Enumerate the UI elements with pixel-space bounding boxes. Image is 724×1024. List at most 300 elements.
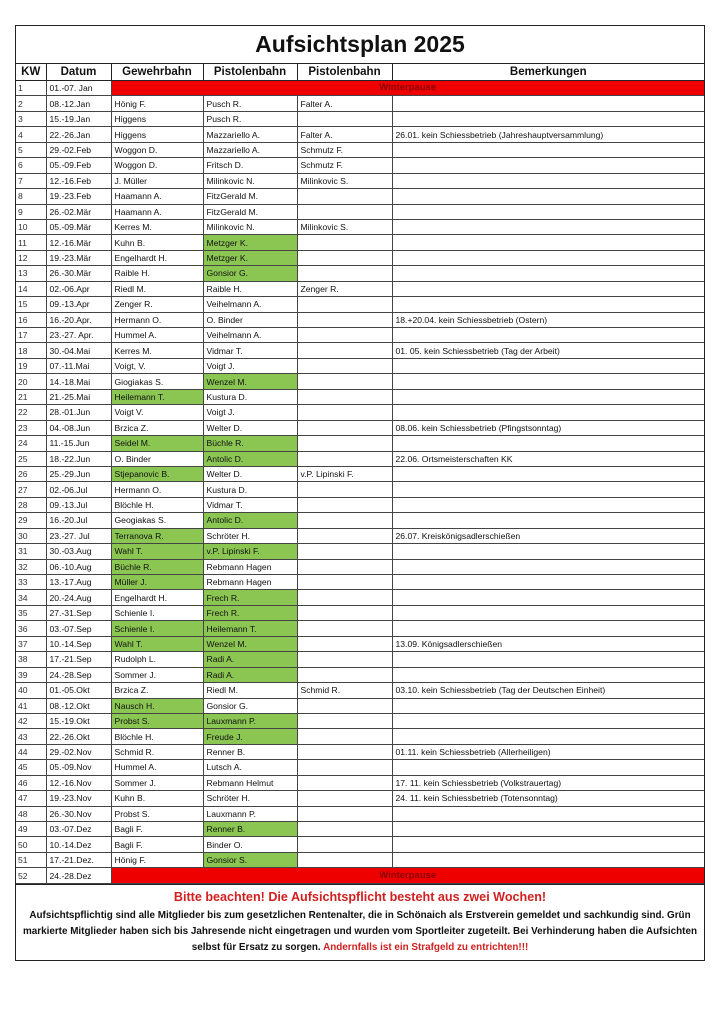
remarks-cell — [392, 497, 704, 512]
table-row — [16, 791, 704, 806]
gewehrbahn-cell: Kerres M. — [111, 219, 203, 234]
pistolenbahn-2-cell — [297, 374, 392, 389]
pistolenbahn-2-cell — [297, 343, 392, 358]
pistolenbahn-2-cell — [297, 235, 392, 250]
date-cell: 12.-16.Mär — [46, 235, 111, 250]
remarks-cell: 24. 11. kein Schiessbetrieb (Totensonntag) — [392, 791, 704, 806]
remarks-cell — [392, 544, 704, 559]
schedule-sheet — [15, 25, 705, 961]
gewehrbahn-cell: Hummel A. — [111, 760, 203, 775]
pistolenbahn-1-cell: Binder O. — [203, 837, 297, 852]
pistolenbahn-2-cell — [297, 513, 392, 528]
week-cell: 35 — [16, 605, 46, 620]
table-row — [16, 497, 704, 512]
table-row — [16, 729, 704, 744]
pistolenbahn-1-cell: FitzGerald M. — [203, 204, 297, 219]
remarks-cell — [392, 405, 704, 420]
date-cell: 06.-10.Aug — [46, 559, 111, 574]
date-cell: 15.-19.Jan — [46, 111, 111, 126]
table-row — [16, 189, 704, 204]
table-row — [16, 528, 704, 543]
header-row — [16, 64, 704, 81]
info-body: Aufsichtspflichtig sind alle Mitglieder bis zum gesetzlichen Rentenalter, die in Schönaich als Erstverein gemeldet und sachkundig sind. Grün markierte Mitglieder haben sich bis Jahresende nicht eingetragen und wurden vom Sportleiter zugeteilt. Bei Verhinderung haben die Aufsichten selbst für Ersatz zu sorgen. — [22, 909, 697, 953]
pistolenbahn-2-cell: Milinkovic S. — [297, 173, 392, 188]
pistolenbahn-1-cell: Renner B. — [203, 822, 297, 837]
week-cell: 30 — [16, 528, 46, 543]
week-cell: 46 — [16, 775, 46, 790]
date-cell: 19.-23.Mär — [46, 250, 111, 265]
remarks-cell — [392, 605, 704, 620]
gewehrbahn-cell: Hermann O. — [111, 482, 203, 497]
gewehrbahn-cell: Sommer J. — [111, 667, 203, 682]
week-cell: 24 — [16, 436, 46, 451]
pistolenbahn-1-cell: Lauxmann P. — [203, 806, 297, 821]
date-cell: 13.-17.Aug — [46, 575, 111, 590]
pistolenbahn-1-cell: Veihelmann A. — [203, 297, 297, 312]
table-row — [16, 436, 704, 451]
pistolenbahn-2-cell — [297, 852, 392, 867]
remarks-cell: 18.+20.04. kein Schiessbetrieb (Ostern) — [392, 312, 704, 327]
pistolenbahn-2-cell — [297, 482, 392, 497]
pistolenbahn-2-cell — [297, 652, 392, 667]
pistolenbahn-1-cell: Wenzel M. — [203, 636, 297, 651]
gewehrbahn-cell: Müller J. — [111, 575, 203, 590]
week-cell: 41 — [16, 698, 46, 713]
table-row — [16, 652, 704, 667]
pistolenbahn-2-cell — [297, 436, 392, 451]
week-cell: 6 — [16, 158, 46, 173]
week-cell: 28 — [16, 497, 46, 512]
date-cell: 01.-05.Okt — [46, 683, 111, 698]
gewehrbahn-cell: Nausch H. — [111, 698, 203, 713]
info-text — [20, 908, 700, 956]
pistolenbahn-1-cell: Frech R. — [203, 605, 297, 620]
week-cell: 7 — [16, 173, 46, 188]
date-cell: 09.-13.Apr — [46, 297, 111, 312]
remarks-cell: 01.11. kein Schiessbetrieb (Allerheiligen) — [392, 744, 704, 759]
remarks-cell — [392, 297, 704, 312]
week-cell: 50 — [16, 837, 46, 852]
schedule-body — [16, 81, 704, 884]
pistolenbahn-2-cell — [297, 806, 392, 821]
gewehrbahn-cell: Voigt, V. — [111, 358, 203, 373]
pistolenbahn-1-cell: Mazzariello A. — [203, 142, 297, 157]
pistolenbahn-1-cell: Rebmann Hagen — [203, 575, 297, 590]
week-cell: 48 — [16, 806, 46, 821]
table-row — [16, 158, 704, 173]
pistolenbahn-1-cell: Lauxmann P. — [203, 713, 297, 728]
pistolenbahn-1-cell: Radi A. — [203, 667, 297, 682]
pistolenbahn-1-cell: Kustura D. — [203, 389, 297, 404]
remarks-cell — [392, 466, 704, 481]
table-row — [16, 266, 704, 281]
week-cell: 16 — [16, 312, 46, 327]
gewehrbahn-cell: Geogiakas S. — [111, 513, 203, 528]
week-cell: 21 — [16, 389, 46, 404]
winterpause-cell: Winterpause — [111, 868, 704, 883]
pistolenbahn-1-cell: Raible H. — [203, 281, 297, 296]
week-cell: 34 — [16, 590, 46, 605]
week-cell: 44 — [16, 744, 46, 759]
table-row — [16, 297, 704, 312]
pistolenbahn-1-cell: Heilemann T. — [203, 621, 297, 636]
date-cell: 19.-23.Feb — [46, 189, 111, 204]
date-cell: 05.-09.Nov — [46, 760, 111, 775]
table-row — [16, 328, 704, 343]
date-cell: 17.-21.Dez. — [46, 852, 111, 867]
week-cell: 51 — [16, 852, 46, 867]
week-cell: 52 — [16, 868, 46, 883]
week-cell: 36 — [16, 621, 46, 636]
gewehrbahn-cell: Zenger R. — [111, 297, 203, 312]
remarks-cell — [392, 760, 704, 775]
pistolenbahn-2-cell — [297, 621, 392, 636]
table-row — [16, 466, 704, 481]
date-cell: 22.-26.Jan — [46, 127, 111, 142]
gewehrbahn-cell: Hönig F. — [111, 96, 203, 111]
table-row — [16, 590, 704, 605]
gewehrbahn-cell: Sommer J. — [111, 775, 203, 790]
gewehrbahn-cell: Woggon D. — [111, 158, 203, 173]
remarks-cell — [392, 621, 704, 636]
pistolenbahn-2-cell: v.P. Lipinski F. — [297, 466, 392, 481]
date-cell: 07.-11.Mai — [46, 358, 111, 373]
pistolenbahn-2-cell: Schmutz F. — [297, 142, 392, 157]
week-cell: 18 — [16, 343, 46, 358]
gewehrbahn-cell: Riedl M. — [111, 281, 203, 296]
table-row — [16, 127, 704, 142]
table-row — [16, 420, 704, 435]
date-cell: 05.-09.Mär — [46, 219, 111, 234]
week-cell: 4 — [16, 127, 46, 142]
remarks-cell — [392, 389, 704, 404]
remarks-cell — [392, 652, 704, 667]
warning-text: Andernfalls ist ein Strafgeld zu entrichten!!! — [323, 941, 529, 953]
pistolenbahn-1-cell: Veihelmann A. — [203, 328, 297, 343]
pistolenbahn-1-cell: Welter D. — [203, 420, 297, 435]
gewehrbahn-cell: J. Müller — [111, 173, 203, 188]
week-cell: 32 — [16, 559, 46, 574]
date-cell: 29.-02.Nov — [46, 744, 111, 759]
pistolenbahn-2-cell — [297, 420, 392, 435]
pistolenbahn-2-cell — [297, 497, 392, 512]
pistolenbahn-2-cell — [297, 575, 392, 590]
date-cell: 02.-06.Apr — [46, 281, 111, 296]
pistolenbahn-2-cell — [297, 667, 392, 682]
remarks-cell — [392, 852, 704, 867]
pistolenbahn-2-cell — [297, 744, 392, 759]
gewehrbahn-cell: Woggon D. — [111, 142, 203, 157]
remarks-cell — [392, 667, 704, 682]
date-cell: 10.-14.Sep — [46, 636, 111, 651]
week-cell: 23 — [16, 420, 46, 435]
gewehrbahn-cell: Kuhn B. — [111, 235, 203, 250]
table-row — [16, 575, 704, 590]
table-row — [16, 713, 704, 728]
week-cell: 37 — [16, 636, 46, 651]
remarks-cell: 26.01. kein Schiessbetrieb (Jahreshauptversammlung) — [392, 127, 704, 142]
pistolenbahn-2-cell: Falter A. — [297, 127, 392, 142]
table-row — [16, 173, 704, 188]
pistolenbahn-2-cell — [297, 544, 392, 559]
date-cell: 12.-16.Feb — [46, 173, 111, 188]
column-header-gewehrbahn: Gewehrbahn — [111, 64, 203, 81]
remarks-cell — [392, 374, 704, 389]
pistolenbahn-2-cell — [297, 250, 392, 265]
week-cell: 5 — [16, 142, 46, 157]
remarks-cell — [392, 173, 704, 188]
gewehrbahn-cell: Haamann A. — [111, 204, 203, 219]
table-row — [16, 698, 704, 713]
date-cell: 25.-29.Jun — [46, 466, 111, 481]
date-cell: 08.-12.Okt — [46, 698, 111, 713]
remarks-cell — [392, 142, 704, 157]
week-cell: 42 — [16, 713, 46, 728]
pistolenbahn-2-cell: Zenger R. — [297, 281, 392, 296]
gewehrbahn-cell: Hönig F. — [111, 852, 203, 867]
table-row — [16, 358, 704, 373]
pistolenbahn-1-cell: Metzger K. — [203, 235, 297, 250]
week-cell: 8 — [16, 189, 46, 204]
pistolenbahn-1-cell: Schröter H. — [203, 528, 297, 543]
column-header-bemerkungen: Bemerkungen — [392, 64, 704, 81]
gewehrbahn-cell: Hermann O. — [111, 312, 203, 327]
table-row — [16, 250, 704, 265]
remarks-cell — [392, 575, 704, 590]
date-cell: 18.-22.Jun — [46, 451, 111, 466]
week-cell: 43 — [16, 729, 46, 744]
date-cell: 23.-27. Jul — [46, 528, 111, 543]
pistolenbahn-2-cell — [297, 328, 392, 343]
table-row — [16, 235, 704, 250]
pistolenbahn-1-cell: O. Binder — [203, 312, 297, 327]
table-row — [16, 451, 704, 466]
date-cell: 16.-20.Jul — [46, 513, 111, 528]
pistolenbahn-1-cell: Riedl M. — [203, 683, 297, 698]
week-cell: 11 — [16, 235, 46, 250]
remarks-cell — [392, 328, 704, 343]
table-row — [16, 482, 704, 497]
date-cell: 05.-09.Feb — [46, 158, 111, 173]
table-row — [16, 389, 704, 404]
remarks-cell — [392, 235, 704, 250]
schedule-table — [16, 64, 704, 884]
gewehrbahn-cell: Higgens — [111, 111, 203, 126]
pistolenbahn-1-cell: Vidmar T. — [203, 343, 297, 358]
date-cell: 26.-30.Nov — [46, 806, 111, 821]
date-cell: 27.-31.Sep — [46, 605, 111, 620]
pistolenbahn-1-cell: Büchle R. — [203, 436, 297, 451]
week-cell: 10 — [16, 219, 46, 234]
remarks-cell: 13.09. Königsadlerschießen — [392, 636, 704, 651]
remarks-cell — [392, 837, 704, 852]
pistolenbahn-2-cell — [297, 791, 392, 806]
date-cell: 29.-02.Feb — [46, 142, 111, 157]
gewehrbahn-cell: Terranova R. — [111, 528, 203, 543]
pistolenbahn-2-cell — [297, 358, 392, 373]
gewehrbahn-cell: Schienle I. — [111, 621, 203, 636]
pistolenbahn-1-cell: Rebmann Helmut — [203, 775, 297, 790]
date-cell: 02.-06.Jul — [46, 482, 111, 497]
gewehrbahn-cell: Brzica Z. — [111, 420, 203, 435]
week-cell: 49 — [16, 822, 46, 837]
remarks-cell: 01. 05. kein Schiessbetrieb (Tag der Arbeit) — [392, 343, 704, 358]
date-cell: 09.-13.Jul — [46, 497, 111, 512]
pistolenbahn-2-cell — [297, 636, 392, 651]
remarks-cell — [392, 590, 704, 605]
week-cell: 31 — [16, 544, 46, 559]
pistolenbahn-1-cell: Mazzariello A. — [203, 127, 297, 142]
remarks-cell — [392, 96, 704, 111]
pistolenbahn-2-cell — [297, 559, 392, 574]
remarks-cell: 26.07. Kreiskönigsadlerschießen — [392, 528, 704, 543]
gewehrbahn-cell: Haamann A. — [111, 189, 203, 204]
gewehrbahn-cell: Schienle I. — [111, 605, 203, 620]
remarks-cell — [392, 729, 704, 744]
pistolenbahn-1-cell: Pusch R. — [203, 111, 297, 126]
date-cell: 10.-14.Dez — [46, 837, 111, 852]
pistolenbahn-2-cell — [297, 775, 392, 790]
table-row — [16, 636, 704, 651]
remarks-cell: 08.06. kein Schiessbetrieb (Pfingstsonntag) — [392, 420, 704, 435]
gewehrbahn-cell: Giogiakas S. — [111, 374, 203, 389]
pistolenbahn-1-cell: Gonsior G. — [203, 698, 297, 713]
pistolenbahn-2-cell: Falter A. — [297, 96, 392, 111]
pistolenbahn-1-cell: Frech R. — [203, 590, 297, 605]
pistolenbahn-2-cell — [297, 822, 392, 837]
week-cell: 27 — [16, 482, 46, 497]
table-row — [16, 405, 704, 420]
footer-notes — [16, 884, 704, 960]
gewehrbahn-cell: O. Binder — [111, 451, 203, 466]
gewehrbahn-cell: Wahl T. — [111, 636, 203, 651]
table-row — [16, 605, 704, 620]
gewehrbahn-cell: Bagli F. — [111, 837, 203, 852]
date-cell: 21.-25.Mai — [46, 389, 111, 404]
pistolenbahn-2-cell — [297, 837, 392, 852]
pistolenbahn-2-cell — [297, 729, 392, 744]
remarks-cell — [392, 189, 704, 204]
date-cell: 28.-01.Jun — [46, 405, 111, 420]
pistolenbahn-1-cell: Milinkovic N. — [203, 173, 297, 188]
table-row — [16, 559, 704, 574]
week-cell: 3 — [16, 111, 46, 126]
table-row — [16, 744, 704, 759]
pistolenbahn-2-cell — [297, 590, 392, 605]
date-cell: 03.-07.Dez — [46, 822, 111, 837]
remarks-cell — [392, 266, 704, 281]
gewehrbahn-cell: Schmid R. — [111, 744, 203, 759]
remarks-cell — [392, 559, 704, 574]
date-cell: 24.-28.Dez — [46, 868, 111, 883]
date-cell: 16.-20.Apr. — [46, 312, 111, 327]
remarks-cell — [392, 698, 704, 713]
table-row — [16, 806, 704, 821]
pistolenbahn-2-cell: Schmutz F. — [297, 158, 392, 173]
pistolenbahn-1-cell: Vidmar T. — [203, 497, 297, 512]
remarks-cell — [392, 158, 704, 173]
table-row — [16, 81, 704, 96]
pistolenbahn-2-cell — [297, 528, 392, 543]
pistolenbahn-1-cell: Kustura D. — [203, 482, 297, 497]
date-cell: 30.-03.Aug — [46, 544, 111, 559]
pistolenbahn-2-cell: Milinkovic S. — [297, 219, 392, 234]
pistolenbahn-2-cell — [297, 605, 392, 620]
column-header-pistolenbahn-1: Pistolenbahn — [203, 64, 297, 81]
table-row — [16, 219, 704, 234]
table-row — [16, 204, 704, 219]
week-cell: 19 — [16, 358, 46, 373]
remarks-cell — [392, 250, 704, 265]
pistolenbahn-2-cell — [297, 760, 392, 775]
remarks-cell: 17. 11. kein Schiessbetrieb (Volkstrauertag) — [392, 775, 704, 790]
table-row — [16, 868, 704, 883]
date-cell: 20.-24.Aug — [46, 590, 111, 605]
pistolenbahn-1-cell: Rebmann Hagen — [203, 559, 297, 574]
week-cell: 25 — [16, 451, 46, 466]
date-cell: 30.-04.Mai — [46, 343, 111, 358]
date-cell: 26.-02.Mär — [46, 204, 111, 219]
column-header-pistolenbahn-2: Pistolenbahn — [297, 64, 392, 81]
pistolenbahn-1-cell: Gonsior S. — [203, 852, 297, 867]
week-cell: 39 — [16, 667, 46, 682]
week-cell: 47 — [16, 791, 46, 806]
table-row — [16, 142, 704, 157]
pistolenbahn-1-cell: Gonsior G. — [203, 266, 297, 281]
table-row — [16, 544, 704, 559]
pistolenbahn-1-cell: Wenzel M. — [203, 374, 297, 389]
remarks-cell — [392, 713, 704, 728]
remarks-cell — [392, 806, 704, 821]
gewehrbahn-cell: Blöchle H. — [111, 729, 203, 744]
week-cell: 33 — [16, 575, 46, 590]
pistolenbahn-1-cell: Lutsch A. — [203, 760, 297, 775]
gewehrbahn-cell: Probst S. — [111, 806, 203, 821]
week-cell: 22 — [16, 405, 46, 420]
date-cell: 08.-12.Jan — [46, 96, 111, 111]
date-cell: 24.-28.Sep — [46, 667, 111, 682]
date-cell: 26.-30.Mär — [46, 266, 111, 281]
table-row — [16, 760, 704, 775]
date-cell: 17.-21.Sep — [46, 652, 111, 667]
pistolenbahn-2-cell — [297, 698, 392, 713]
table-row — [16, 621, 704, 636]
pistolenbahn-2-cell — [297, 405, 392, 420]
week-cell: 12 — [16, 250, 46, 265]
week-cell: 38 — [16, 652, 46, 667]
week-cell: 45 — [16, 760, 46, 775]
page-title: Aufsichtsplan 2025 — [16, 26, 704, 64]
date-cell: 12.-16.Nov — [46, 775, 111, 790]
pistolenbahn-2-cell — [297, 189, 392, 204]
table-row — [16, 667, 704, 682]
date-cell: 01.-07. Jan — [46, 81, 111, 96]
remarks-cell — [392, 281, 704, 296]
table-row — [16, 852, 704, 867]
week-cell: 17 — [16, 328, 46, 343]
week-cell: 9 — [16, 204, 46, 219]
table-row — [16, 822, 704, 837]
gewehrbahn-cell: Rudolph L. — [111, 652, 203, 667]
table-row — [16, 513, 704, 528]
week-cell: 26 — [16, 466, 46, 481]
pistolenbahn-2-cell — [297, 451, 392, 466]
remarks-cell — [392, 513, 704, 528]
table-row — [16, 683, 704, 698]
remarks-cell — [392, 111, 704, 126]
pistolenbahn-1-cell: Milinkovic N. — [203, 219, 297, 234]
gewehrbahn-cell: Bagli F. — [111, 822, 203, 837]
